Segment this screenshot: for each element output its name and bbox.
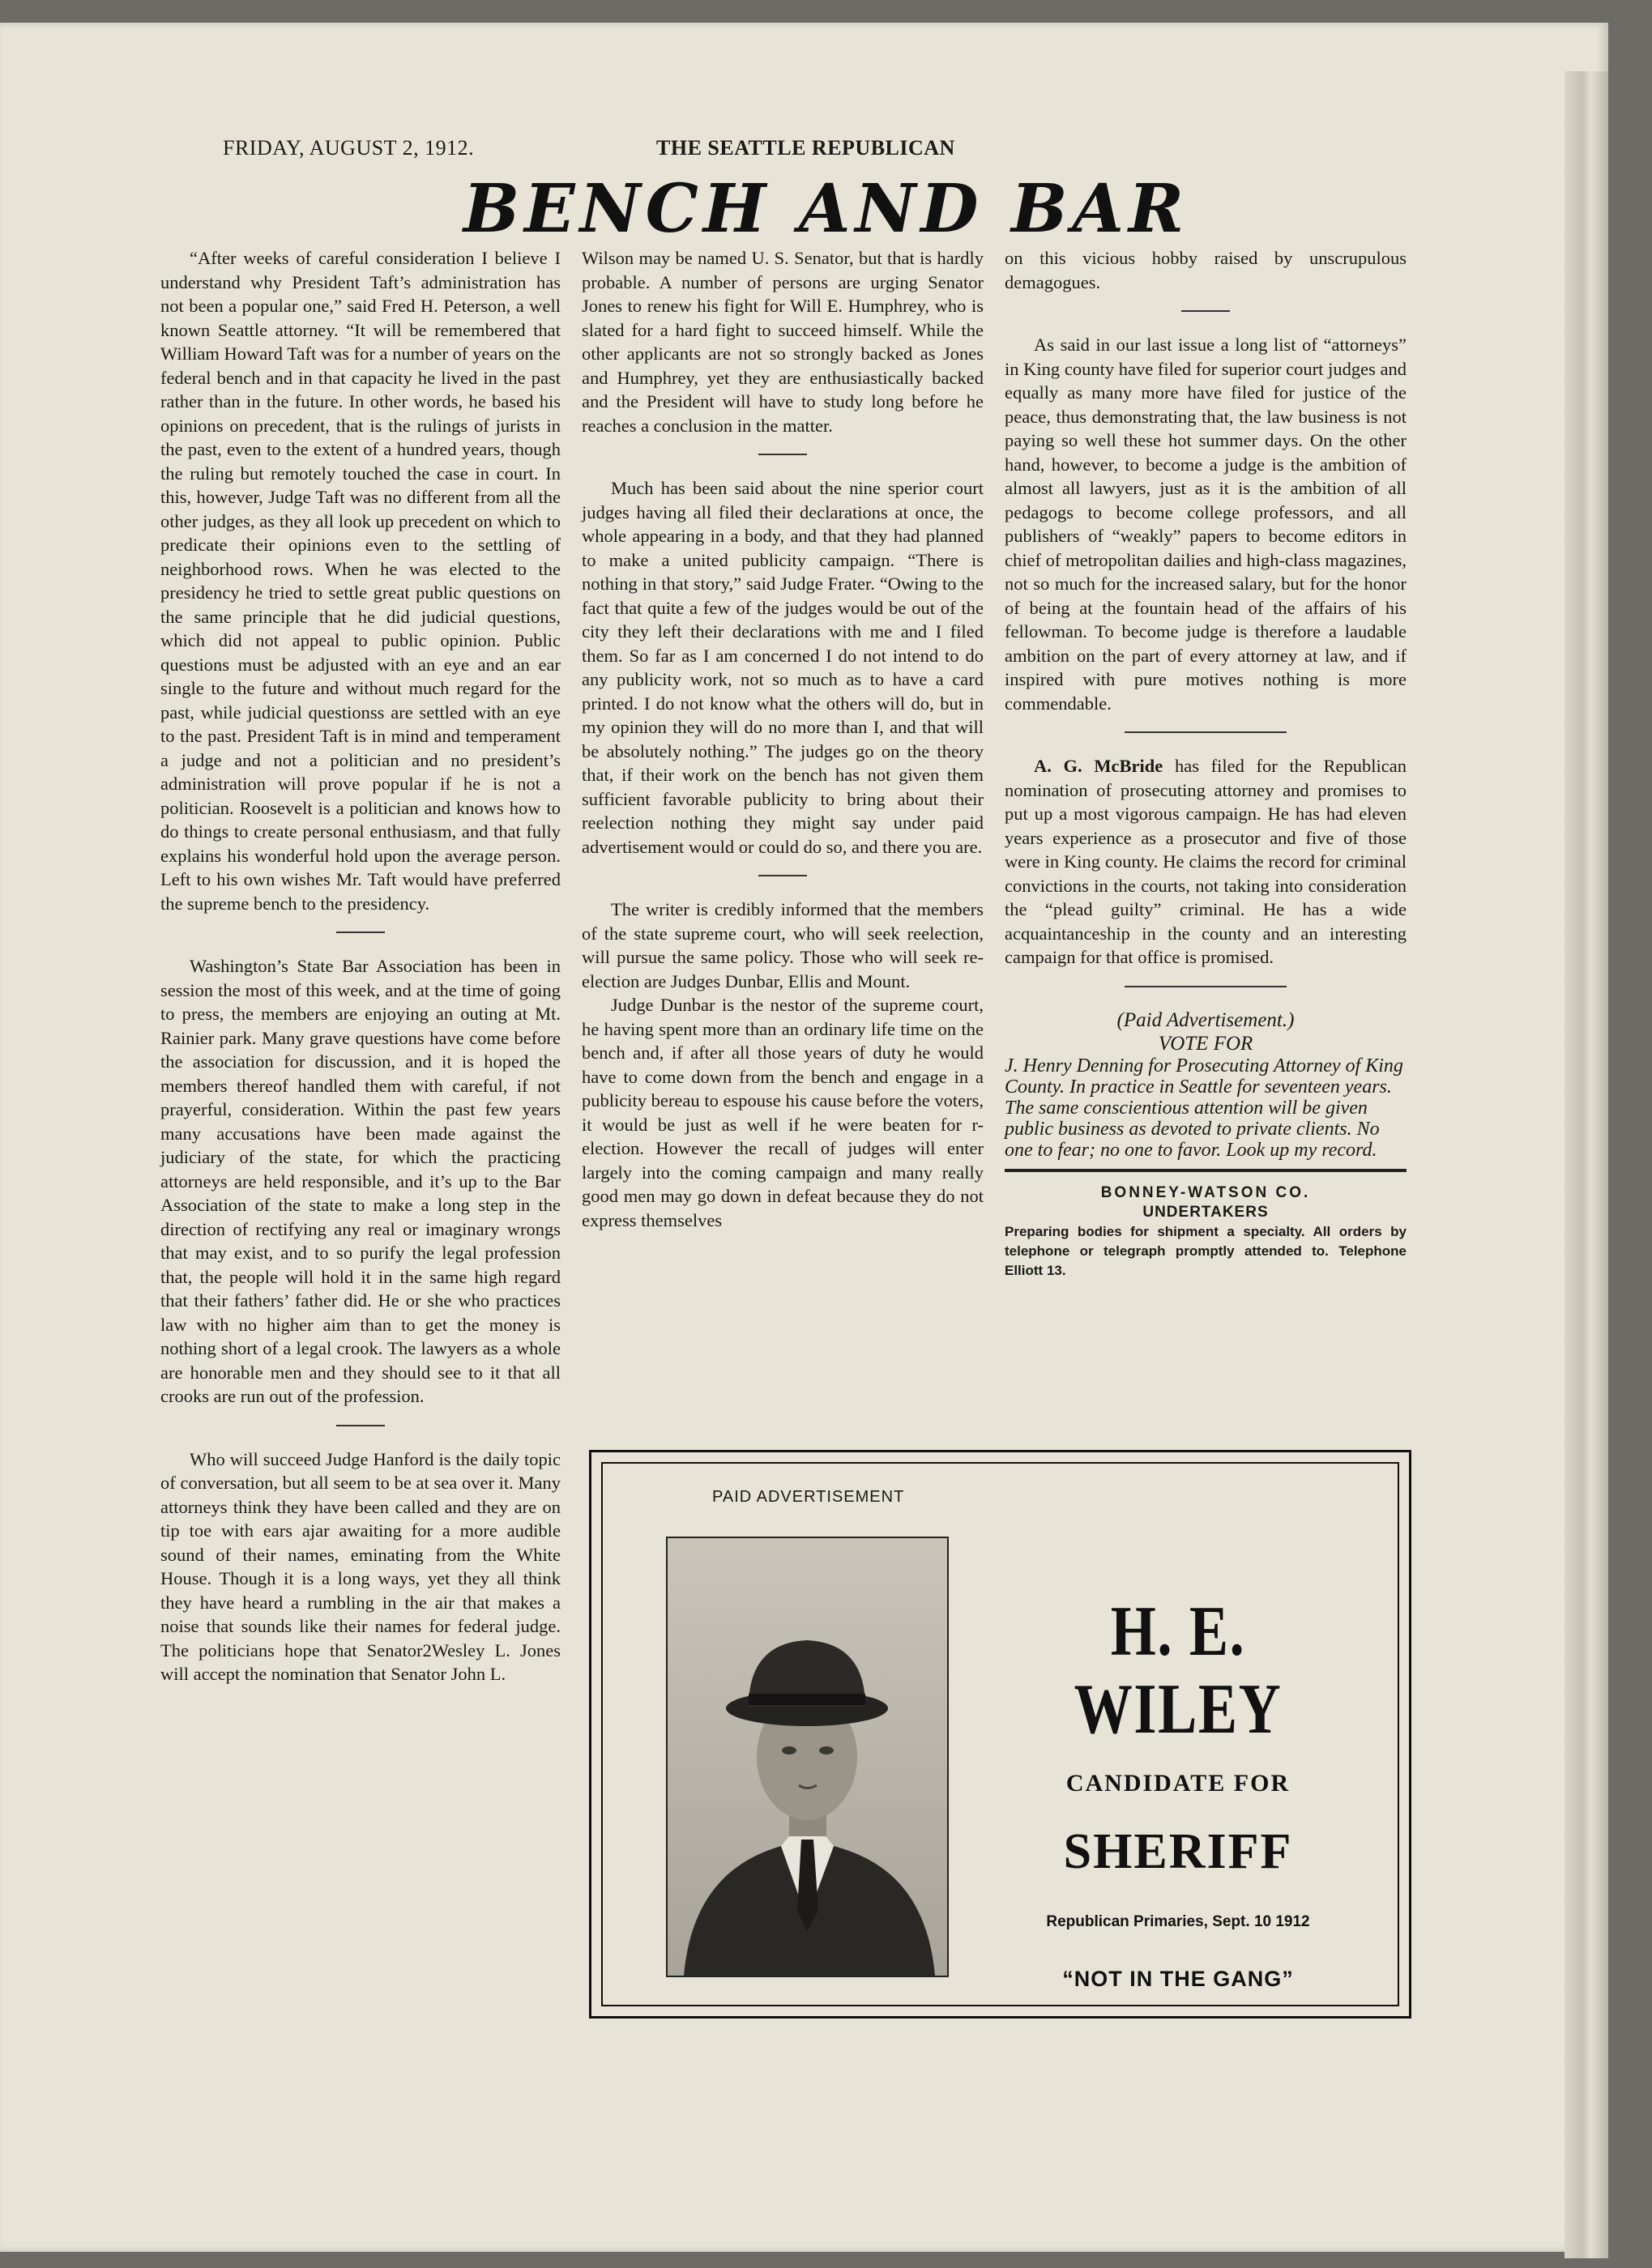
page-edge-stack bbox=[1564, 71, 1608, 2258]
divider bbox=[758, 454, 807, 455]
article-taft: “After weeks of careful consideration I believe I understand why President Taft’s administration has not been a popular one,” said Fred H. Peterson, a well known Seattle attorney. “It will be remembered that William Howard Taft was for a number of years on the federal bench and in that capacity he lived in the past rather than in the future. In other words, he based his opinions on precedent, that is the rulings of jurists in the past, even to the extent of a hundred years, though the ruling but remotely touched the case in court. In this, however, Judge Taft was no different from all the other judges, as they all look up precedent on which to predicate their opinions even to the settling of neighborhood rows. When he was elected to the presidency he tried to settle great public questions on the same principle that he did judicial questions, which did not appeal to public opinion. Public questions must be adjusted with an eye and an ear single to the future and without much regard for the past, while judicial questionss are settled with an eye to the past. President Taft is in mind and temperament a judge and not a politician and no president’s administration will prove popular if he is not a politician. Roosevelt is a politician and knows how to do things to create personal enthusiasm, and that fully explains his wonderful hold upon the average person. Left to his own wishes Mr. Taft would have preferred the supreme bench to the presidency. bbox=[160, 248, 561, 914]
candidate-for: CANDIDATE FOR bbox=[1065, 1770, 1291, 1797]
candidate-office: SHERIFF bbox=[1063, 1824, 1293, 1879]
bonney-watson-name: BONNEY-WATSON CO. bbox=[1100, 1183, 1311, 1201]
divider bbox=[1181, 310, 1230, 312]
article-attorneys-filed: As said in our last issue a long list of “attorneys” in King county have filed for superior court judges and equally as many more have filed for justice of the peace, thus demonstrating that, the law business is not paying so well these hot summer days. On the other hand, however, to become a judge is the ambition of almost all lawyers, just as it is the ambition of all pedagogs to become college professors, and all publishers of “weakly” papers to become editors in chief of metropolitan dailies and high-class magazines, not so much for the increased salary, but for the honor of being at the fountain head of the affairs of his fellowman. To become judge is therefore a laudable ambition on the part of every attorney at law, and if inspired with pure motives nothing is more commendable. bbox=[1005, 335, 1407, 714]
wiley-advertisement bbox=[589, 1450, 1411, 2019]
column-3 bbox=[1005, 246, 1407, 1281]
issue-date: FRIDAY, AUGUST 2, 1912. bbox=[223, 136, 475, 160]
divider bbox=[336, 1425, 385, 1426]
article-mcbride bbox=[1005, 754, 1407, 970]
paper-name: THE SEATTLE REPUBLICAN bbox=[656, 136, 955, 160]
article-hanford: Who will succeed Judge Hanford is the daily topic of conversation, but all seem to be at sea over it. Many attorneys think they have been called and they are on tip toe with ears ajar awaiting for a more audible sound of their names, eminating from the White House. Though it is a long ways, yet they all think they have heard a rumbling in the air that makes a noise that sounds like their names for federal judge. The politicians hope that Senator2Wesley L. Jones will accept the nomination that Senator John L. bbox=[160, 1448, 561, 1684]
bonney-watson-text: Preparing bodies for shipment a specialty. All orders by telephone or telegraph promptly attended to. Telephone Elliott 13. bbox=[1005, 1223, 1407, 1278]
divider bbox=[336, 932, 385, 933]
ad-rule bbox=[1005, 1169, 1407, 1172]
divider bbox=[1125, 986, 1287, 987]
divider bbox=[758, 875, 807, 876]
wiley-ad-text-block bbox=[967, 1593, 1389, 1992]
paid-ad-label: PAID ADVERTISEMENT bbox=[712, 1488, 905, 1506]
campaign-slogan: “NOT IN THE GANG” bbox=[1062, 1967, 1294, 1991]
portrait-photo-icon bbox=[668, 1538, 947, 1976]
divider bbox=[1125, 731, 1287, 733]
column-2 bbox=[582, 246, 984, 1232]
article-hanford-cont: Wilson may be named U. S. Senator, but that is hardly probable. A number of persons are urging Senator Jones to renew his fight for Will E. Humphrey, who is slated for a hard fight to succeed himself. While the other applicants are not so strongly backed as Jones and Humphrey, yet they are enthusiastically backed and the President will have to study long before he reaches a conclusion in the matter. bbox=[582, 248, 984, 436]
denning-paid-label: (Paid Advertisement.) bbox=[1116, 1008, 1295, 1031]
newspaper-page bbox=[0, 23, 1608, 2252]
section-title: BENCH AND BAR bbox=[463, 170, 1189, 248]
candidate-name: H. E. WILEY bbox=[1074, 1592, 1283, 1749]
mcbride-text: has filed for the Republican nomination of prosecuting attorney and promises to put up a most vigorous campaign. He has had eleven years experience as a prosecutor and five of those were in King county. He claims the record for criminal convictions in the courts, not taking into consideration the “plead guilty” criminal. He has a wide acquaintanceship in the county and an interesting campaign for that office is promised. bbox=[1005, 756, 1407, 967]
article-supreme-court: The writer is credibly informed that the members of the state supreme court, who will seek reelection, will pursue the same policy. Those who will seek re-election are Judges Dunbar, Ellis and Mount. bbox=[582, 899, 984, 991]
candidate-portrait bbox=[666, 1537, 949, 1977]
article-dunbar-cont: on this vicious hobby raised by unscrupulous demagogues. bbox=[1005, 248, 1407, 292]
article-dunbar: Judge Dunbar is the nestor of the supreme court, he having spent more than an ordinary life time on the bench and, if after all those years of duty he would have to come down from the bench and engage in a publicity bereau to espouse his cause before the voters, it would be just as well if he were beaten for r-election. However the recall of judges will enter largely into the coming campaign and many really good men may go down in defeat because they do not express themselves bbox=[582, 995, 984, 1230]
article-superior-judges: Much has been said about the nine sperior court judges having all filed their declarations at once, the whole appearing in a body, and that they had planned to make a united publicity campaign. “There is nothing in that story,” said Judge Frater. “Owing to the fact that quite a few of the judges would be out of the city they left their declarations with me and I filed them. So far as I am concerned I do not intend to do any publicity work, not so much as to have a card printed. I do not know what the others will do, but in my opinion they will do no more than I, and that will be absolutely nothing.” The judges go on the theory that, if their work on the bench has not given them sufficient favorable publicity to bring about their reelection nothing they might say under paid advertisement would or could do so, and there you are. bbox=[582, 478, 984, 857]
denning-vote-for: VOTE FOR bbox=[1158, 1032, 1253, 1055]
mcbride-name: A. G. McBride bbox=[1034, 756, 1163, 776]
column-1 bbox=[160, 246, 561, 1686]
denning-ad-text: J. Henry Denning for Prosecuting Attorney of King County. In practice in Seattle for seventeen years. The same conscientious attention will be given public business as devoted to private clients. No one to fear; no one to favor. Look up my record. bbox=[1005, 1055, 1403, 1161]
bonney-watson-sub: UNDERTAKERS bbox=[1142, 1203, 1269, 1221]
article-bar-association: Washington’s State Bar Association has been in session the most of this week, and at the time of going to press, the members are enjoying an outing at Mt. Rainier park. Many grave questions have come before the association for discussion, and it is hoped the members thereof handled them with careful, if not prayerful, consideration. Within the past few years many accusations have been made against the judiciary of the state, for which the practicing attorneys are held responsible, and it’s up to the Bar Association of the state to make a long step in the direction of rectifying any real or imaginary wrongs that may exist, and to so purify the legal profession that, the people will hold it in the same high regard that their fathers’ father did. He or she who practices law with no higher aim than to get the money is nothing short of a legal crook. The lawyers as a whole are honorable men and they should see to it that all crooks are run out of the profession. bbox=[160, 956, 561, 1406]
wiley-ad-inner-border bbox=[601, 1462, 1399, 2006]
primaries-date: Republican Primaries, Sept. 10 1912 bbox=[1046, 1913, 1310, 1930]
